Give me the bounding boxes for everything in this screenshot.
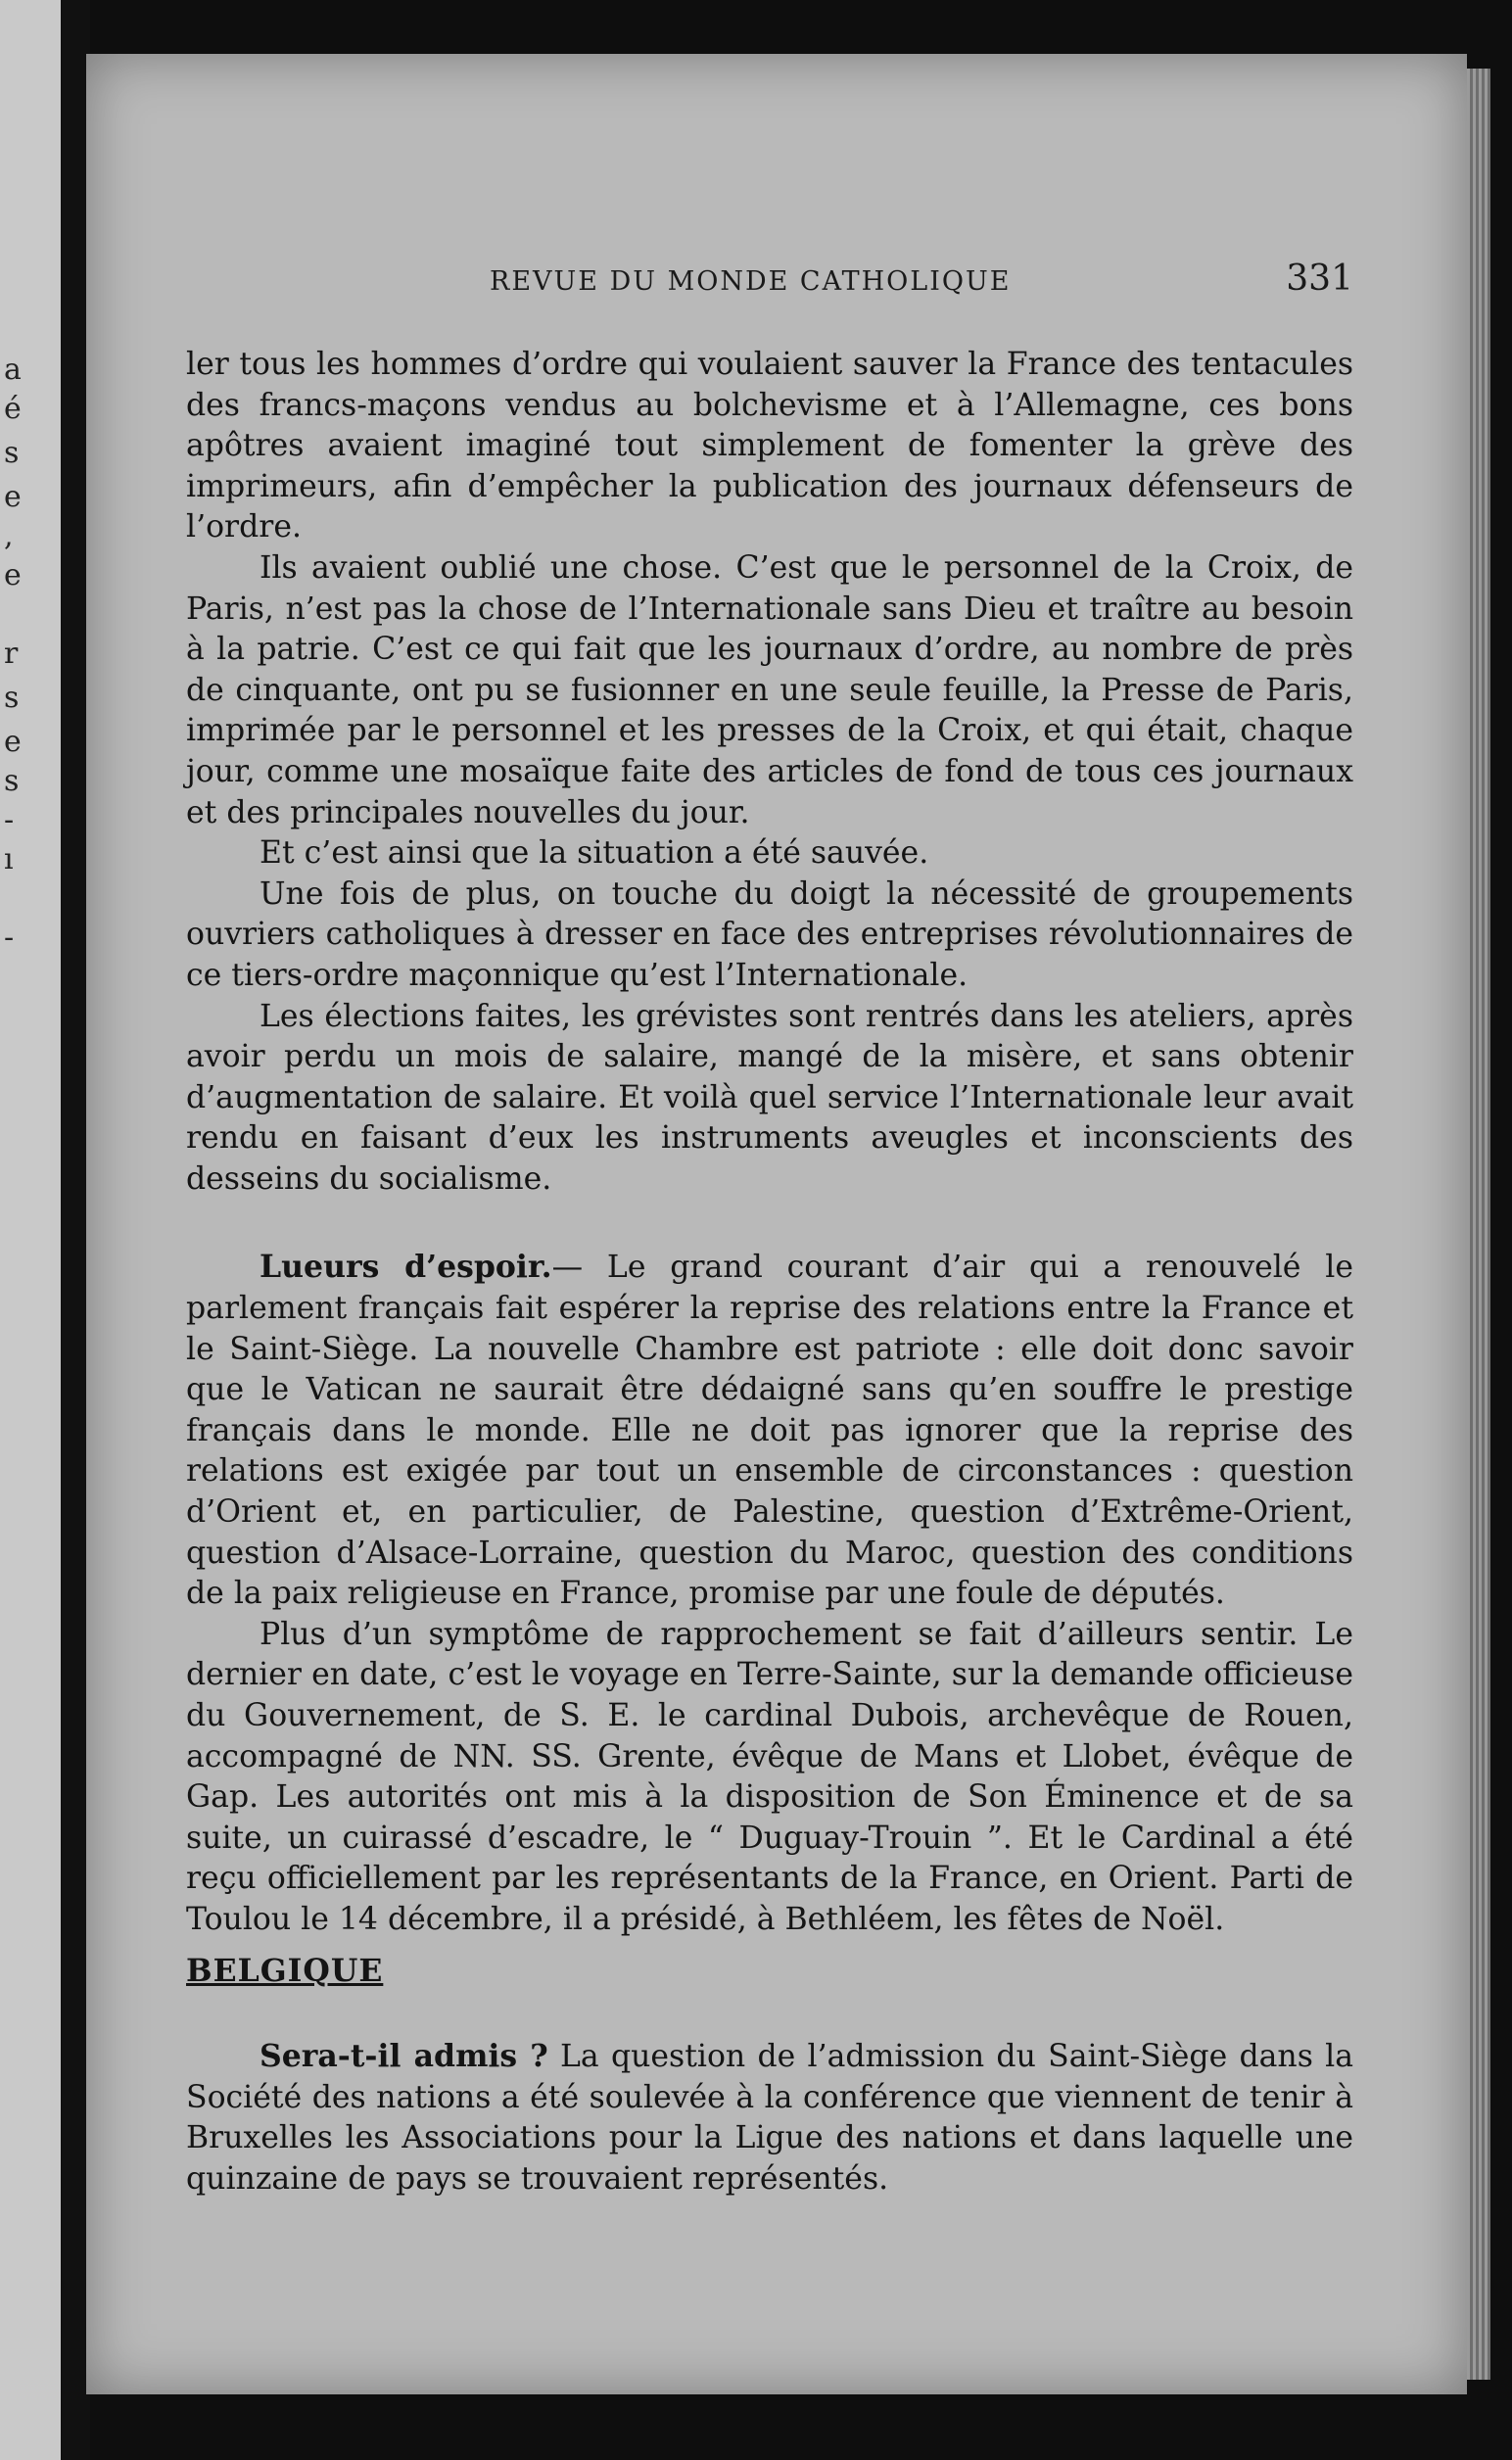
facing-page-fragment: - [4, 803, 15, 837]
paragraph [186, 833, 1353, 875]
paragraph-text: La question de l’admission du Saint-Siège dans la Société des nations a été soulevée à la conférence que viennent de tenir à Bruxelles les Associations pour la Ligue des nations et dans laquelle une quinzaine de pays se trouvaient représentés. [186, 2039, 1353, 2197]
paragraph [186, 1247, 1353, 1614]
page-edge [1467, 69, 1490, 2380]
section-heading: BELGIQUE [186, 1952, 384, 1989]
page-number: 331 [1286, 259, 1353, 299]
facing-page-fragment: e [4, 558, 22, 592]
facing-page-fragment: ı [4, 842, 14, 876]
facing-page-fragment: , [4, 519, 14, 553]
paragraph-text: Les élections faites, les grévistes sont rentrés dans les ateliers, après avoir perdu un mois de salaire, mangé de la misère, et sans obtenir d’augmentation de salaire. Et voilà quel service l’Internationale leur avait rendu en faisant d’eux les instruments aveugles et inconscients des desseins du socialisme. [186, 998, 1353, 1197]
facing-page-fragment: s [4, 764, 20, 798]
paragraph [186, 2036, 1353, 2200]
facing-page-fragment: e [4, 725, 22, 759]
facing-page-fragment: - [4, 921, 15, 955]
running-title: REVUE DU MONDE CATHOLIQUE [490, 266, 1012, 297]
paragraph-text: — Le grand courant d’air qui a renouvelé le parlement français fait espérer la reprise des relations entre la France et le Saint-Siège. La nouvelle Chambre est patriote : elle doit donc savoir que le Vatican ne saurait être dédaigné sans qu’en souffre le prestige français dans le monde. Elle ne doit pas ignorer que la reprise des relations est exigée par tout un ensemble de circonstances : question d’Orient et, en particulier, de Palestine, question d’Extrême-Orient, question d’Alsace-Lorraine, question du Maroc, question des conditions de la paix religieuse en France, promise par une foule de députés. [186, 1250, 1353, 1612]
run-in-heading: Lueurs d’espoir. [260, 1249, 552, 1286]
facing-page-fragment: a [4, 353, 22, 387]
run-in-heading: Sera-t-il admis ? [260, 2038, 548, 2075]
facing-page-fragment: é [4, 392, 22, 426]
facing-page-strip [0, 0, 69, 2460]
paragraph-text: Une fois de plus, on touche du doigt la nécessité de groupements ouvriers catholiques à dresser en face des entreprises révolutionnaires de ce tiers-ordre maçonnique qu’est l’Internationale. [186, 875, 1353, 993]
paragraph [186, 548, 1353, 833]
paragraph [186, 1615, 1353, 1941]
paragraph-text: Plus d’un symptôme de rapprochement se fait d’ailleurs sentir. Le dernier en date, c’est le voyage en Terre-Sainte, sur la demande officieuse du Gouvernement, de S. E. le cardinal Dubois, archevêque de Rouen, accompagné de NN. SS. Grente, évêque de Mans et Llobet, évêque de Gap. Les autorités ont mis à la disposition de Son Éminence et de sa suite, un cuirassé d’escadre, le “ Duguay-Trouin ”. Et le Cardinal a été reçu officiellement par les représentants de la France, en Orient. Parti de Toulou le 14 décembre, il a présidé, à Bethléem, les fêtes de Noël. [186, 1616, 1353, 1937]
running-head [186, 257, 1353, 304]
body-text [186, 345, 1353, 2200]
facing-page-fragment: r [4, 637, 19, 671]
paragraph-text: Et c’est ainsi que la situation a été sauvée. [260, 835, 929, 872]
paragraph-spacer [186, 1991, 1353, 2036]
facing-page-fragment: s [4, 436, 20, 470]
paragraph-spacer [186, 1200, 1353, 1247]
paragraph [186, 997, 1353, 1201]
paragraph [186, 345, 1353, 548]
facing-page-fragment: s [4, 681, 20, 715]
facing-page-fragment: e [4, 480, 22, 514]
paragraph [186, 875, 1353, 997]
paragraph-text: Ils avaient oublié une chose. C’est que le personnel de la Croix, de Paris, n’est pas la chose de l’Internationale sans Dieu et traître au besoin à la patrie. C’est ce qui fait que les journaux d’ordre, au nombre de près de cinquante, ont pu se fusionner en une seule feuille, la Presse de Paris, imprimée par le personnel et les presses de la Croix, et qui était, chaque jour, comme une mosaïque faite des articles de fond de tous ces journaux et des principales nouvelles du jour. [186, 549, 1353, 830]
paragraph-text: ler tous les hommes d’ordre qui voulaient sauver la France des tentacules des francs-maçons vendus au bolchevisme et à l’Allemagne, ces bons apôtres avaient imaginé tout simplement de fomenter la grève des imprimeurs, afin d’empêcher la publication des journaux défenseurs de l’ordre. [186, 347, 1353, 545]
